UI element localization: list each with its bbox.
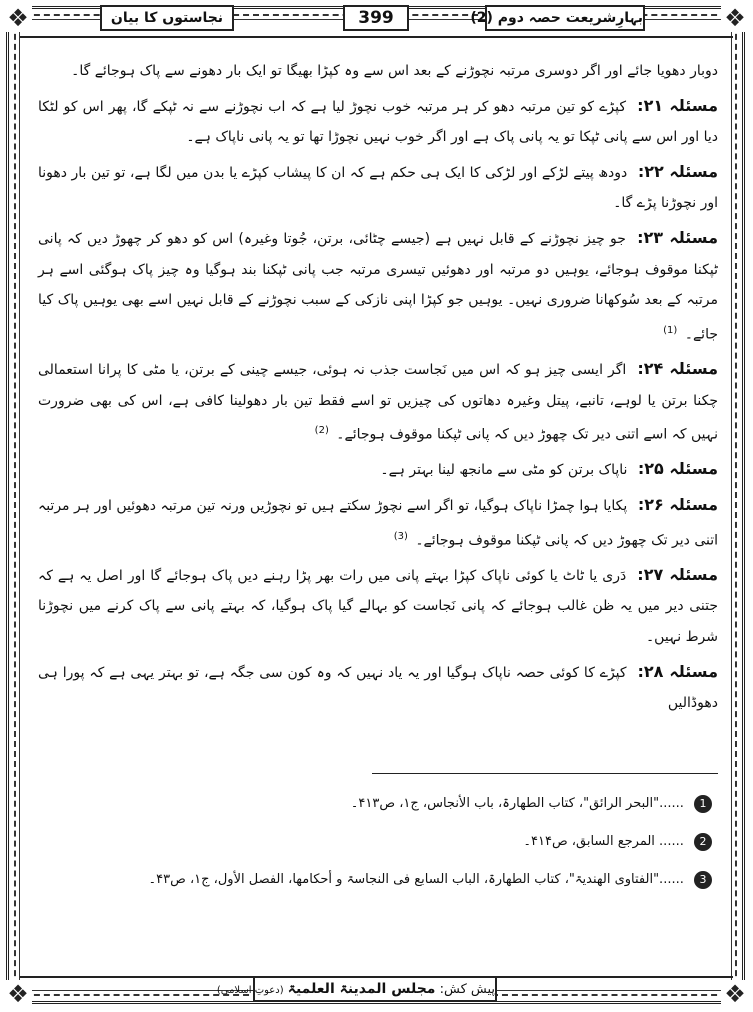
masala-23 [38, 223, 718, 350]
footnote-ref[interactable]: (3) [393, 530, 408, 542]
footer-sub: (دعوتِ اسلامی) [216, 985, 284, 996]
corner-ornament-icon: ❖ [721, 980, 749, 1008]
main-text [38, 56, 718, 723]
masala-label: مسئلہ ۲۵: [637, 459, 718, 479]
chapter-title: نجاستوں کا بیان [100, 5, 234, 31]
corner-ornament-icon: ❖ [721, 4, 749, 32]
footnote-text: ......"الفتاوی الھندیۃ"، کتاب الطھارۃ، الباب السابع فی النجاسۃ و أحکامھا، الفصل الأول، ج۱، ص۴۳۔ [148, 872, 684, 887]
footnote-divider [372, 773, 718, 774]
masala-28 [38, 657, 718, 719]
footnote-3 [38, 868, 712, 906]
masala-21 [38, 91, 718, 153]
masala-text: جو چیز نچوڑنے کے قابل نہیں ہے (جیسے چٹائی، برتن، جُوتا وغیرہ) اس کو دھو کر چھوڑ دیں کہ پانی ٹپکنا موقوف ہوجائے، یوہیں دو مرتبہ اور دھوئیں تیسری مرتبہ جب پانی ٹپکنا بند ہوگیا وہ چیز پاک ہوگئی اسے ہر مرتبہ کے بعد سُوکھانا ضروری نہیں۔ یوہیں جو کپڑا اپنی نازکی کے سبب نچوڑنے کے قابل نہیں اسے بھی یوہیں پاک کیا جائے۔ [38, 230, 718, 343]
book-title: بہارِشریعت حصہ دوم (2) [485, 5, 645, 31]
corner-ornament-icon: ❖ [4, 4, 32, 32]
footnote-number: 2 [694, 833, 712, 851]
footnote-2 [38, 830, 712, 868]
masala-text: دودھ پیتے لڑکے اور لڑکی کا ایک ہی حکم ہے کہ ان کا پیشاب کپڑے یا بدن میں لگا ہے، تو تین بار دھونا اور نچوڑنا پڑے گا۔ [38, 164, 718, 212]
masala-26 [38, 490, 718, 556]
masala-label: مسئلہ ۲۸: [637, 661, 718, 681]
footer-organization: مجلس المدینۃ العلمیۃ [287, 981, 436, 997]
corner-ornament-icon: ❖ [4, 980, 32, 1008]
footnote-number: 1 [694, 795, 712, 813]
masala-25 [38, 454, 718, 486]
footnote-text: ...... المرجع السابق، ص۴۱۴۔ [523, 834, 684, 849]
masala-text: کپڑے کا کوئی حصہ ناپاک ہوگیا اور یہ یاد نہیں کہ وہ کون سی جگہ ہے، تو بہتر یہی ہے کہ پورا ہی دھوڈالیں [38, 664, 718, 712]
masala-27 [38, 560, 718, 653]
paragraph-continuation: دوبار دھویا جائے اور اگر دوسری مرتبہ نچوڑنے کے بعد اس سے وہ کپڑا بھیگا تو ایک بار دھونے سے پاک ہوجائے گا۔ [71, 63, 718, 79]
masala-label: مسئلہ ۲۷: [637, 564, 718, 584]
footer-prefix: پیش کش: [439, 982, 495, 997]
masala-label: مسئلہ ۲۳: [637, 227, 718, 247]
footnote-number: 3 [694, 871, 712, 889]
masala-text: ناپاک برتن کو مٹی سے مانجھ لینا بہتر ہے۔ [380, 462, 628, 479]
header-rule [20, 36, 733, 38]
masala-text: دَری یا ٹاٹ یا کوئی ناپاک کپڑا بہتے پانی میں رات بھر پڑا رہنے دیں پاک ہوجائے گا اور اصل یہ ہے کہ جتنی دیر میں یہ ظن غالب ہوجائے کہ پانی نَجاست کو بہالے گیا پاک ہوگیا، کہ بہتے پانی سے پاک کرنے میں نچوڑنا شرط نہیں۔ [38, 567, 718, 646]
footnote-ref[interactable]: (2) [314, 425, 329, 437]
masala-label: مسئلہ ۲۱: [637, 95, 718, 115]
masala-text: پکایا ہوا چمڑا ناپاک ہوگیا، تو اگر اسے نچوڑ سکتے ہیں تو نچوڑیں ورنہ تین مرتبہ دھوئیں اور ہر مرتبہ اتنی دیر تک چھوڑ دیں کہ پانی ٹپکنا موقوف ہوجائے۔ [38, 498, 718, 549]
footnote-1 [38, 792, 712, 830]
page-number: 399 [343, 5, 409, 31]
masala-text: کپڑے کو تین مرتبہ دھو کر ہر مرتبہ خوب نچوڑ لیا ہے کہ اب نچوڑنے سے نہ ٹپکے گا، پھر اس کو لٹکا دیا اور اس سے پانی ٹپکا تو یہ پانی پاک ہے اور اگر خوب نہیں نچوڑا تھا تو یہ پانی ناپاک ہے۔ [38, 98, 718, 146]
footnote-ref[interactable]: (1) [663, 324, 678, 336]
masala-label: مسئلہ ۲۶: [637, 495, 719, 515]
masala-text: اگر ایسی چیز ہو کہ اس میں نَجاست جذب نہ ہوئی، جیسے چینی کے برتن، یا مٹی کا پرانا استعمالی چکنا برتن یا لوہے، تانبے، پیتل وغیرہ دھاتوں کی چیزیں تو اسے فقط تین بار دھولینا کافی ہے، اس کی بھی ضرورت نہیں کہ اسے اتنی دیر تک چھوڑ دیں کہ پانی ٹپکنا موقوف ہوجائے۔ [38, 362, 718, 443]
masala-24 [38, 354, 718, 450]
masala-22 [38, 157, 718, 219]
masala-label: مسئلہ ۲۴: [637, 359, 719, 378]
masala-label: مسئلہ ۲۲: [637, 161, 719, 181]
footnotes [38, 792, 712, 906]
footer-publisher [216, 976, 497, 1002]
footnote-text: ......"البحر الرائق"، کتاب الطھارۃ، باب الأنجاس، ج۱، ص۴۱۳۔ [350, 796, 684, 811]
